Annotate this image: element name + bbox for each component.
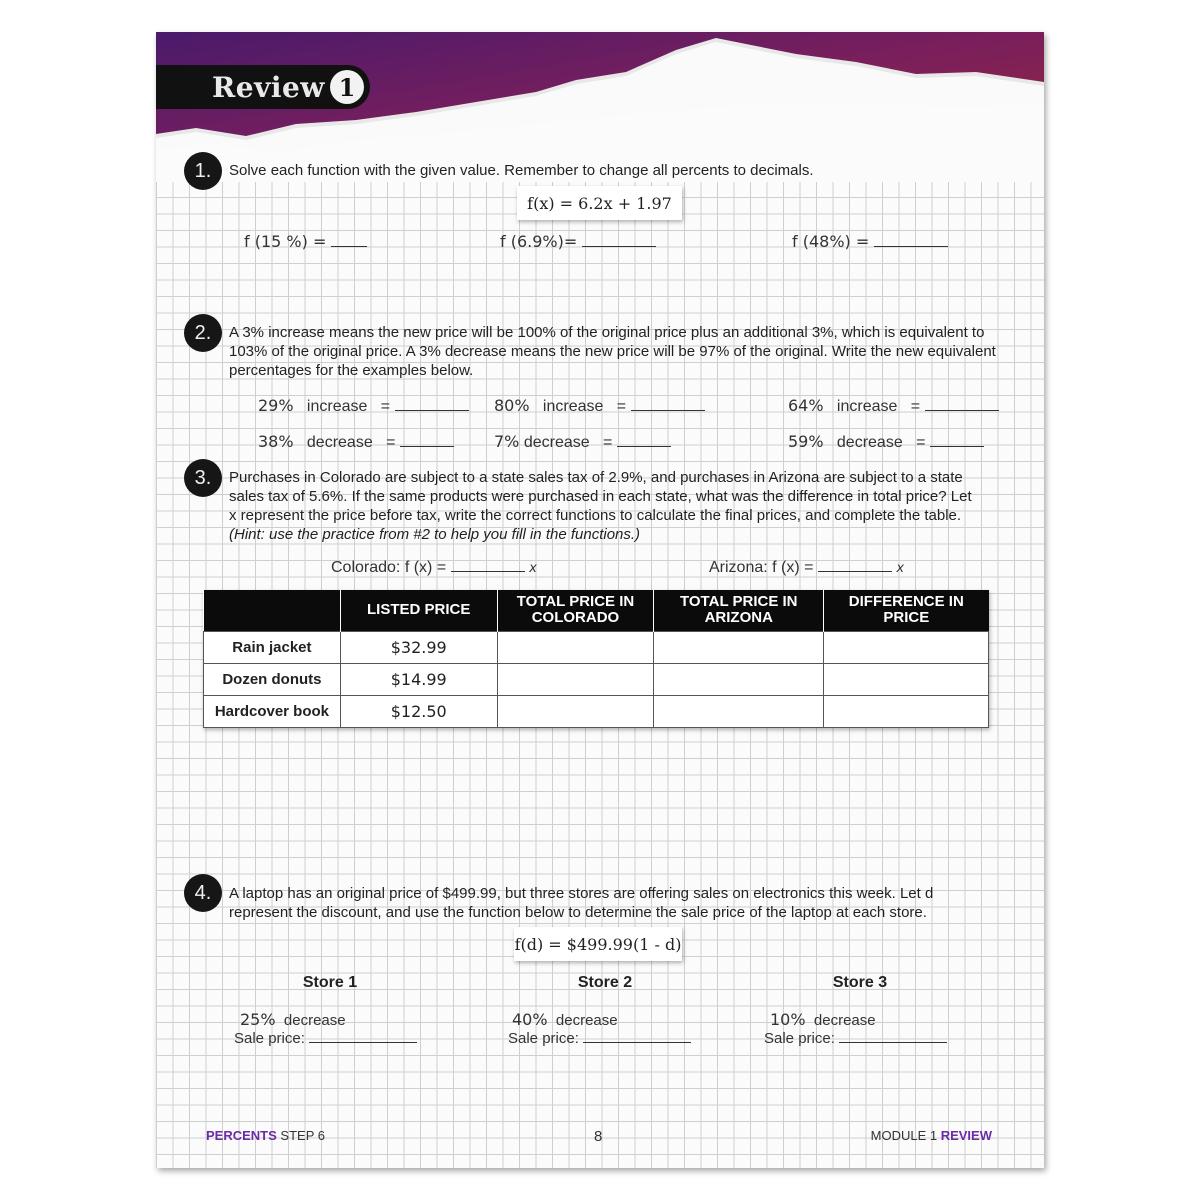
question-4-text: A laptop has an original price of $499.99, but three stores are offering sales on electronics this week. Let d represent the discount, and use the function below to determine the sale price of the laptop at each store. [229,885,934,921]
q1-answer-blank-1[interactable] [331,233,367,247]
page-number: 8 [594,1128,603,1145]
store-3-pct: 10% [770,1010,806,1029]
price-table [203,590,989,728]
row-difference-cell[interactable] [824,695,989,727]
store-3-sale-label: Sale price: [764,1030,835,1047]
store-3-sale-blank[interactable] [839,1029,947,1043]
store-2-sale-blank[interactable] [583,1029,691,1043]
q2-answer-blank-4[interactable] [400,433,454,447]
row-difference-cell[interactable] [824,631,989,663]
table-header-blank [204,590,341,631]
footer-review: REVIEW [940,1128,992,1143]
q1-answer-blank-3[interactable] [874,233,948,247]
row-item-name: Hardcover book [204,695,341,727]
q2-item-5-eq: = [603,434,613,451]
row-arizona-cell[interactable] [654,663,824,695]
q2-item-3-pct: 64% [788,396,824,415]
q2-item-2-pct: 80% [494,396,530,415]
q1-item-2-label: f (6.9%)= [500,232,578,251]
q2-item-5 [494,432,671,452]
row-item-name: Dozen donuts [204,663,341,695]
q1-item-3 [792,232,948,251]
table-header-colorado: TOTAL PRICE IN COLORADO [497,590,654,631]
q2-item-4 [258,432,454,452]
q1-answer-blank-2[interactable] [582,233,656,247]
q2-answer-blank-3[interactable] [925,397,999,411]
store-3-title: Store 3 [832,974,888,991]
question-1-formula: f(x) = 6.2x + 1.97 [517,186,682,220]
row-colorado-cell[interactable] [497,695,654,727]
q2-item-1-eq: = [380,398,391,415]
q2-item-4-pct: 38% [258,432,294,451]
q1-item-1-label: f (15 %) = [244,232,327,251]
question-3-hint: (Hint: use the practice from #2 to help you fill in the functions.) [229,526,641,543]
q1-item-3-label: f (48%) = [792,232,870,251]
arizona-label: Arizona: f (x) = [709,559,814,576]
footer-left [206,1128,325,1143]
q2-item-6 [788,432,984,452]
q2-item-6-eq: = [916,434,926,451]
q2-item-2 [494,396,705,416]
q2-answer-blank-2[interactable] [631,397,705,411]
table-row [204,663,989,695]
store-1-sale-label: Sale price: [234,1030,305,1047]
arizona-function [709,558,904,577]
q2-item-2-eq: = [616,398,627,415]
q2-item-6-pct: 59% [788,432,824,451]
row-listed-price: $14.99 [340,663,497,695]
table-header-row [204,590,989,631]
arizona-var: x [896,561,905,576]
q2-item-2-kind: increase [542,398,604,415]
q2-item-5-kind: decrease [523,434,590,451]
store-3-discount [770,1010,876,1029]
store-2-sale [508,1029,691,1047]
table-header-difference: DIFFERENCE IN PRICE [824,590,989,631]
store-1-title: Store 1 [302,974,358,991]
review-number-badge: 1 [330,70,364,104]
row-colorado-cell[interactable] [497,663,654,695]
colorado-label: Colorado: f (x) = [331,559,447,576]
store-2-pct: 40% [512,1010,548,1029]
store-2-sale-label: Sale price: [508,1030,579,1047]
store-2-discount [512,1010,618,1029]
footer-right [871,1128,992,1143]
question-3-number: 3. [184,459,222,497]
footer-percents: PERCENTS [206,1128,277,1143]
q2-item-3-kind: increase [836,398,898,415]
row-colorado-cell[interactable] [497,631,654,663]
store-1-kind: decrease [283,1012,346,1029]
q2-item-1-pct: 29% [258,396,294,415]
colorado-function-blank[interactable] [451,558,525,572]
store-3-kind: decrease [813,1012,876,1029]
review-tab [156,65,370,109]
q2-answer-blank-1[interactable] [395,397,469,411]
question-1-text: Solve each function with the given value. Remember to change all percents to decimals. [229,162,814,179]
colorado-function [331,558,537,577]
question-2-number: 2. [184,314,222,352]
q2-item-5-pct: 7% [494,432,520,451]
table-row [204,631,989,663]
arizona-function-blank[interactable] [818,558,892,572]
row-difference-cell[interactable] [824,663,989,695]
page-title: Review [212,70,325,104]
store-1-sale-blank[interactable] [309,1029,417,1043]
colorado-var: x [529,561,537,576]
store-1-sale [234,1029,417,1047]
row-listed-price: $32.99 [340,631,497,663]
q1-item-1 [244,232,367,251]
store-3-sale [764,1029,947,1047]
store-1-discount [240,1010,346,1029]
question-1-number: 1. [184,152,222,190]
footer-step: STEP 6 [276,1128,325,1143]
question-2-text: A 3% increase means the new price will be 100% of the original price plus an additional 3%, which is equivalent to 103% of the original price. A 3% decrease means the new price will be 97% of the original. Write the new equivalent percentages for the examples below. [229,324,996,379]
q2-item-4-kind: decrease [306,434,373,451]
q2-item-1 [258,396,469,416]
table-row [204,695,989,727]
store-1-pct: 25% [240,1010,276,1029]
footer-module: MODULE 1 [870,1128,941,1143]
question-4-number: 4. [184,874,222,912]
question-3-text [229,468,977,544]
question-4-formula: f(d) = $499.99(1 - d) [514,927,682,961]
store-2-kind: decrease [555,1012,618,1029]
q1-item-2 [500,232,656,251]
q2-item-3-eq: = [910,398,921,415]
q2-item-4-eq: = [386,434,396,451]
question-3-body: Purchases in Colorado are subject to a state sales tax of 2.9%, and purchases in Arizona are subject to a state sales tax of 5.6%. If the same products were purchased in each state, what was the difference in total price? Let x represent the price before tax, write the correct functions to calculate the final prices, and complete the table. [229,469,972,524]
q2-answer-blank-6[interactable] [930,433,984,447]
q2-item-6-kind: decrease [836,434,903,451]
table-header-arizona: TOTAL PRICE IN ARIZONA [654,590,824,631]
table-header-listed-price: LISTED PRICE [340,590,497,631]
q2-answer-blank-5[interactable] [617,433,671,447]
row-arizona-cell[interactable] [654,695,824,727]
worksheet-page [156,32,1044,1168]
row-listed-price: $12.50 [340,695,497,727]
row-item-name: Rain jacket [204,631,341,663]
q2-item-1-kind: increase [306,398,368,415]
q2-item-3 [788,396,999,416]
store-2-title: Store 2 [577,974,633,991]
row-arizona-cell[interactable] [654,631,824,663]
